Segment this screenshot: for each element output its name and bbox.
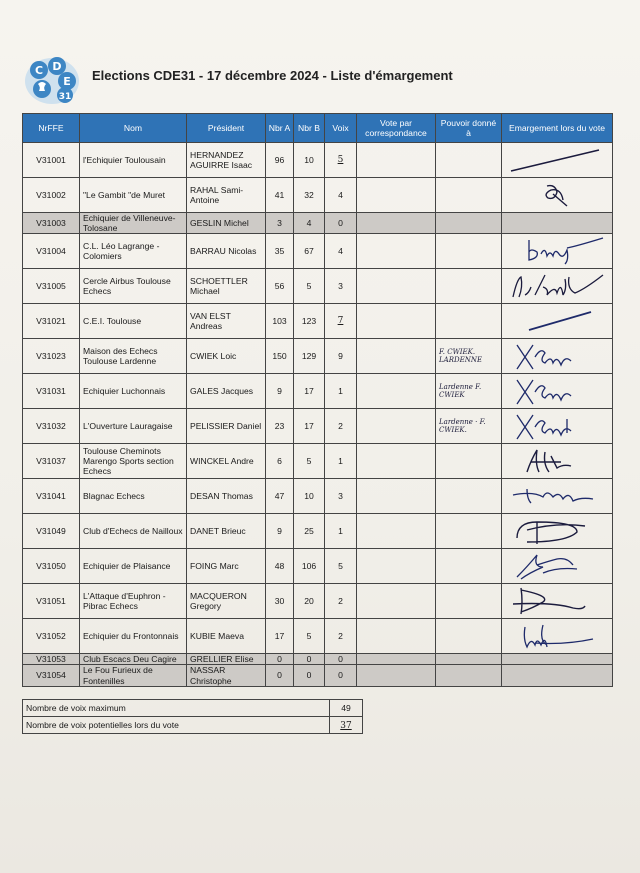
cell-signature <box>502 374 613 409</box>
signature-mark <box>505 306 609 336</box>
cell-nbr-b: 17 <box>294 409 325 444</box>
cell-voix: 1 <box>325 514 357 549</box>
cde31-logo <box>24 56 80 106</box>
cell-vote-correspondance <box>357 374 436 409</box>
proxy-handwritten: Lardenne F. CWIEK <box>439 382 482 400</box>
cell-nom: Club d'Echecs de Nailloux <box>80 514 187 549</box>
cell-president: NASSAR Christophe <box>187 665 266 686</box>
cell-vote-correspondance <box>357 444 436 479</box>
cell-nom: Echiquier Luchonnais <box>80 374 187 409</box>
cell-signature <box>502 269 613 304</box>
cell-president: DANET Brieuc <box>187 514 266 549</box>
cell-nrffe: V31031 <box>23 374 80 409</box>
header-nom: Nom <box>80 114 187 143</box>
signature-mark <box>505 145 609 175</box>
cell-nrffe: V31002 <box>23 178 80 213</box>
cell-voix: 4 <box>325 234 357 269</box>
cell-pouvoir <box>436 374 502 409</box>
cell-nom: L'Ouverture Lauragaise <box>80 409 187 444</box>
cell-nbr-b: 5 <box>294 269 325 304</box>
cell-vote-correspondance <box>357 269 436 304</box>
totals-row-max <box>23 700 363 717</box>
cell-president: DESAN Thomas <box>187 479 266 514</box>
cell-nom: Echiquier du Frontonnais <box>80 619 187 654</box>
header-vote-correspondance: Vote par correspondance <box>357 114 436 143</box>
signature-mark <box>505 180 609 210</box>
table-row <box>23 143 613 178</box>
signature-mark <box>505 341 609 371</box>
cell-voix <box>325 304 357 339</box>
cell-nom: l'Echiquier Toulousain <box>80 143 187 178</box>
cell-pouvoir <box>436 339 502 374</box>
table-row <box>23 339 613 374</box>
signature-mark <box>505 446 609 476</box>
voix-handwritten: 7 <box>337 316 344 327</box>
cell-president: PELISSIER Daniel <box>187 409 266 444</box>
cell-signature <box>502 234 613 269</box>
cell-vote-correspondance <box>357 479 436 514</box>
cell-nrffe: V31050 <box>23 549 80 584</box>
cell-nrffe: V31001 <box>23 143 80 178</box>
cell-pouvoir <box>436 665 502 686</box>
table-row <box>23 654 613 665</box>
cell-voix: 3 <box>325 269 357 304</box>
cell-pouvoir <box>436 619 502 654</box>
cell-nbr-a: 6 <box>266 444 294 479</box>
cell-nbr-a: 47 <box>266 479 294 514</box>
cell-president: GRELLIER Elise <box>187 654 266 665</box>
table-row <box>23 665 613 686</box>
cell-nom: L'Attaque d'Euphron - Pibrac Echecs <box>80 584 187 619</box>
cell-nbr-b: 10 <box>294 143 325 178</box>
cell-voix: 2 <box>325 619 357 654</box>
cell-voix: 0 <box>325 213 357 234</box>
totals-table <box>22 699 363 734</box>
table-row <box>23 479 613 514</box>
header-president: Président <box>187 114 266 143</box>
cell-vote-correspondance <box>357 514 436 549</box>
cell-nbr-a: 9 <box>266 514 294 549</box>
cell-president: MACQUERON Gregory <box>187 584 266 619</box>
proxy-handwritten: F. CWIEK. LARDENNE <box>439 347 483 365</box>
cell-nbr-b: 67 <box>294 234 325 269</box>
cell-nrffe: V31003 <box>23 213 80 234</box>
header-nbr-a: Nbr A <box>266 114 294 143</box>
cell-nbr-b: 32 <box>294 178 325 213</box>
cell-president: HERNANDEZ AGUIRRE Isaac <box>187 143 266 178</box>
cell-signature <box>502 339 613 374</box>
potential-votes-value <box>330 717 363 734</box>
signature-mark <box>505 411 609 441</box>
cell-president: RAHAL Sami-Antoine <box>187 178 266 213</box>
totals-row-potential <box>23 717 363 734</box>
cell-nrffe: V31032 <box>23 409 80 444</box>
cell-president: GALES Jacques <box>187 374 266 409</box>
cell-pouvoir <box>436 304 502 339</box>
cell-nbr-b: 129 <box>294 339 325 374</box>
signature-mark <box>505 236 609 266</box>
cell-vote-correspondance <box>357 304 436 339</box>
cell-nbr-a: 41 <box>266 178 294 213</box>
cell-voix: 0 <box>325 654 357 665</box>
table-row <box>23 178 613 213</box>
voix-handwritten: 5 <box>337 155 344 166</box>
cell-president: FOING Marc <box>187 549 266 584</box>
cell-nrffe: V31037 <box>23 444 80 479</box>
cell-voix: 3 <box>325 479 357 514</box>
cell-pouvoir <box>436 549 502 584</box>
cell-nom: C.L. Léo Lagrange - Colomiers <box>80 234 187 269</box>
cell-nbr-a: 17 <box>266 619 294 654</box>
cell-pouvoir <box>436 234 502 269</box>
cell-pouvoir <box>436 213 502 234</box>
cell-nbr-a: 96 <box>266 143 294 178</box>
table-row <box>23 619 613 654</box>
cell-nrffe: V31004 <box>23 234 80 269</box>
cell-voix: 0 <box>325 665 357 686</box>
cell-nrffe: V31051 <box>23 584 80 619</box>
cell-nbr-a: 56 <box>266 269 294 304</box>
cell-nbr-a: 103 <box>266 304 294 339</box>
cell-nbr-b: 10 <box>294 479 325 514</box>
cell-nbr-b: 20 <box>294 584 325 619</box>
cell-president: VAN ELST Andreas <box>187 304 266 339</box>
cell-signature <box>502 178 613 213</box>
cell-nbr-a: 0 <box>266 665 294 686</box>
cell-nrffe: V31021 <box>23 304 80 339</box>
cell-nbr-a: 30 <box>266 584 294 619</box>
cell-nbr-b: 25 <box>294 514 325 549</box>
signature-mark <box>505 586 609 616</box>
cell-nom: Blagnac Echecs <box>80 479 187 514</box>
cell-pouvoir <box>436 479 502 514</box>
signature-mark <box>505 551 609 581</box>
cell-signature <box>502 654 613 665</box>
cell-vote-correspondance <box>357 619 436 654</box>
cell-nom: C.E.I. Toulouse <box>80 304 187 339</box>
cell-president: GESLIN Michel <box>187 213 266 234</box>
header-nrffe: NrFFE <box>23 114 80 143</box>
cell-nbr-b: 4 <box>294 213 325 234</box>
cell-voix <box>325 143 357 178</box>
cell-nrffe: V31005 <box>23 269 80 304</box>
signature-mark <box>505 516 609 546</box>
cell-signature <box>502 619 613 654</box>
cell-nbr-a: 0 <box>266 654 294 665</box>
cell-president: SCHOETTLER Michael <box>187 269 266 304</box>
table-row <box>23 234 613 269</box>
cell-pouvoir <box>436 269 502 304</box>
cell-signature <box>502 584 613 619</box>
cell-vote-correspondance <box>357 584 436 619</box>
cell-president: BARRAU Nicolas <box>187 234 266 269</box>
cell-signature <box>502 514 613 549</box>
cell-pouvoir <box>436 178 502 213</box>
table-row <box>23 409 613 444</box>
cell-vote-correspondance <box>357 143 436 178</box>
cell-nom: Cercle Airbus Toulouse Echecs <box>80 269 187 304</box>
svg-text:31: 31 <box>58 92 72 102</box>
cell-nrffe: V31052 <box>23 619 80 654</box>
cell-vote-correspondance <box>357 549 436 584</box>
cell-nbr-b: 17 <box>294 374 325 409</box>
cell-nom: Toulouse Cheminots Marengo Sports section Echecs <box>80 444 187 479</box>
cell-nom: Club Escacs Deu Cagire <box>80 654 187 665</box>
potential-votes-handwritten: 37 <box>340 720 352 731</box>
table-row <box>23 374 613 409</box>
svg-text:C: C <box>34 64 44 77</box>
signature-mark <box>505 481 609 511</box>
cell-nbr-b: 5 <box>294 444 325 479</box>
cell-president: KUBIE Maeva <box>187 619 266 654</box>
cell-voix: 5 <box>325 549 357 584</box>
signature-mark <box>505 271 609 301</box>
cell-signature <box>502 143 613 178</box>
cell-vote-correspondance <box>357 339 436 374</box>
potential-votes-label: Nombre de voix potentielles lors du vote <box>23 717 330 734</box>
cell-pouvoir <box>436 514 502 549</box>
cell-nbr-b: 0 <box>294 654 325 665</box>
cell-nrffe: V31054 <box>23 665 80 686</box>
cell-pouvoir <box>436 409 502 444</box>
cell-nbr-b: 5 <box>294 619 325 654</box>
header-nbr-b: Nbr B <box>294 114 325 143</box>
cell-pouvoir <box>436 444 502 479</box>
cell-signature <box>502 479 613 514</box>
cell-voix: 2 <box>325 409 357 444</box>
cell-nbr-a: 150 <box>266 339 294 374</box>
max-votes-label: Nombre de voix maximum <box>23 700 330 717</box>
cell-nom: Echiquier de Villeneuve-Tolosane <box>80 213 187 234</box>
emargement-table <box>22 113 613 687</box>
cell-nrffe: V31041 <box>23 479 80 514</box>
svg-text:E: E <box>63 75 71 88</box>
table-row <box>23 444 613 479</box>
table-row <box>23 213 613 234</box>
cell-signature <box>502 304 613 339</box>
proxy-handwritten: Lardenne · F. CWIEK. <box>439 417 486 435</box>
cell-nbr-a: 35 <box>266 234 294 269</box>
cell-signature <box>502 409 613 444</box>
cell-pouvoir <box>436 584 502 619</box>
document-title: Elections CDE31 - 17 décembre 2024 - Liste d'émargement <box>92 68 453 83</box>
cell-nom: "Le Gambit "de Muret <box>80 178 187 213</box>
cell-nbr-a: 9 <box>266 374 294 409</box>
cell-nom: Echiquier de Plaisance <box>80 549 187 584</box>
cell-president: CWIEK Loic <box>187 339 266 374</box>
cell-voix: 2 <box>325 584 357 619</box>
cell-vote-correspondance <box>357 213 436 234</box>
cell-president: WINCKEL Andre <box>187 444 266 479</box>
cell-nrffe: V31023 <box>23 339 80 374</box>
cell-vote-correspondance <box>357 409 436 444</box>
table-row <box>23 304 613 339</box>
cell-vote-correspondance <box>357 665 436 686</box>
table-row <box>23 514 613 549</box>
header-pouvoir: Pouvoir donné à <box>436 114 502 143</box>
cell-signature <box>502 665 613 686</box>
cell-nrffe: V31049 <box>23 514 80 549</box>
cell-pouvoir <box>436 654 502 665</box>
svg-text:D: D <box>52 60 62 73</box>
cell-nbr-b: 106 <box>294 549 325 584</box>
cell-pouvoir <box>436 143 502 178</box>
cell-signature <box>502 213 613 234</box>
max-votes-value: 49 <box>330 700 363 717</box>
cell-nom: Maison des Echecs Toulouse Lardenne <box>80 339 187 374</box>
cell-nom: Le Fou Furieux de Fontenilles <box>80 665 187 686</box>
cell-voix: 1 <box>325 444 357 479</box>
table-row <box>23 269 613 304</box>
cell-vote-correspondance <box>357 654 436 665</box>
table-row <box>23 549 613 584</box>
cell-nbr-a: 48 <box>266 549 294 584</box>
header-voix: Voix <box>325 114 357 143</box>
signature-mark <box>505 376 609 406</box>
cell-vote-correspondance <box>357 234 436 269</box>
cell-signature <box>502 444 613 479</box>
table-row <box>23 584 613 619</box>
table-header-row <box>23 114 613 143</box>
cell-voix: 4 <box>325 178 357 213</box>
cell-nbr-b: 0 <box>294 665 325 686</box>
cell-nbr-b: 123 <box>294 304 325 339</box>
cell-nbr-a: 23 <box>266 409 294 444</box>
signature-mark <box>505 621 609 651</box>
cell-voix: 9 <box>325 339 357 374</box>
cell-voix: 1 <box>325 374 357 409</box>
cell-signature <box>502 549 613 584</box>
header-emargement: Emargement lors du vote <box>502 114 613 143</box>
cell-nbr-a: 3 <box>266 213 294 234</box>
cell-nrffe: V31053 <box>23 654 80 665</box>
cell-vote-correspondance <box>357 178 436 213</box>
